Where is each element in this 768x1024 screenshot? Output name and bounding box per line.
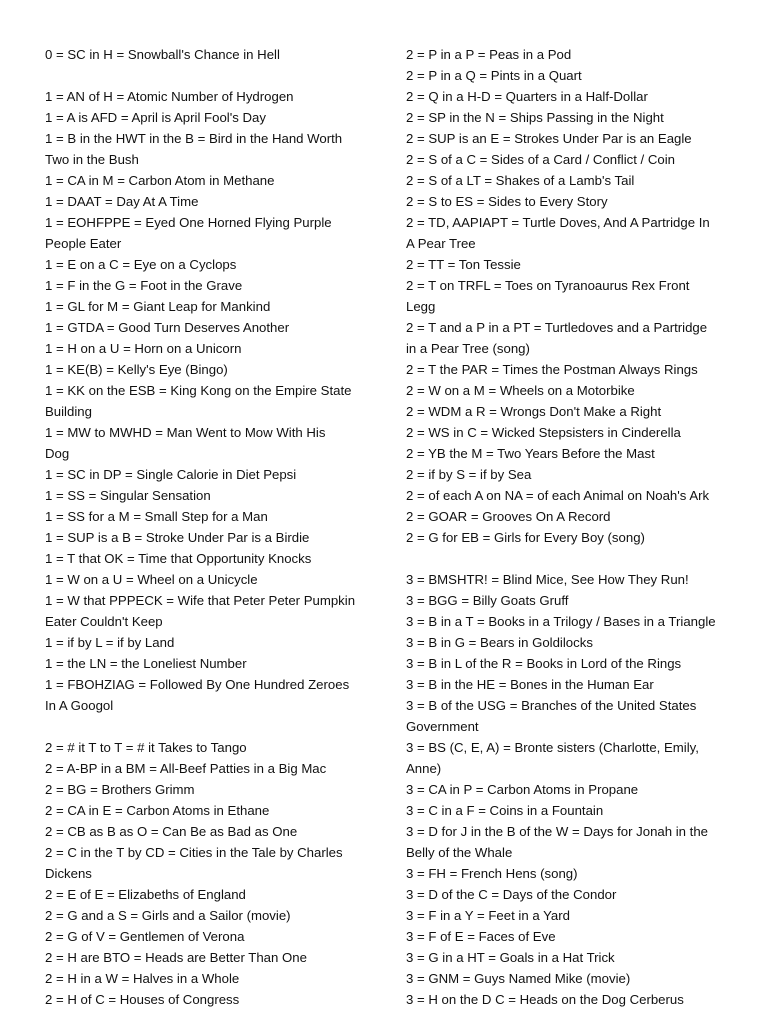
text-line: 1 = H on a U = Horn on a Unicorn [45,341,242,356]
text-line: Building [45,404,92,419]
text-line: Anne) [406,761,442,776]
text-line: 1 = T that OK = Time that Opportunity Knocks [45,551,312,566]
text-line: 2 = A-BP in a BM = All-Beef Patties in a Big Mac [45,761,327,776]
text-line: 3 = BGG = Billy Goats Gruff [406,593,569,608]
text-line: 1 = MW to MWHD = Man Went to Mow With His [45,425,326,440]
text-line: A Pear Tree [406,236,476,251]
text-line: 2 = GOAR = Grooves On A Record [406,509,611,524]
text-line: 1 = AN of H = Atomic Number of Hydrogen [45,89,294,104]
text-line: 2 = G of V = Gentlemen of Verona [45,929,245,944]
text-line: 2 = H in a W = Halves in a Whole [45,971,240,986]
text-line: 3 = G in a HT = Goals in a Hat Trick [406,950,615,965]
text-line: 3 = BS (C, E, A) = Bronte sisters (Charlotte, Emily, [406,740,699,755]
text-line: 3 = F in a Y = Feet in a Yard [406,908,570,923]
text-line: 2 = E of E = Elizabeths of England [45,887,246,902]
right-column [406,44,736,1010]
text-line: 1 = A is AFD = April is April Fool's Day [45,110,266,125]
text-line: 2 = BG = Brothers Grimm [45,782,195,797]
text-line: 1 = CA in M = Carbon Atom in Methane [45,173,275,188]
text-line: 1 = B in the HWT in the B = Bird in the Hand Worth [45,131,343,146]
text-line: 3 = D for J in the B of the W = Days for Jonah in the [406,824,708,839]
text-line: 1 = KK on the ESB = King Kong on the Empire State [45,383,352,398]
text-line: 1 = W on a U = Wheel on a Unicycle [45,572,258,587]
text-line: 2 = TT = Ton Tessie [406,257,521,272]
text-line: 1 = F in the G = Foot in the Grave [45,278,243,293]
text-line: 2 = WDM a R = Wrongs Don't Make a Right [406,404,662,419]
text-line: 3 = B of the USG = Branches of the United States [406,698,697,713]
text-line: 1 = the LN = the Loneliest Number [45,656,247,671]
text-line: Legg [406,299,436,314]
text-line: 1 = DAAT = Day At A Time [45,194,199,209]
text-line: 1 = GL for M = Giant Leap for Mankind [45,299,271,314]
text-line: 1 = SS for a M = Small Step for a Man [45,509,268,524]
text-line: 1 = KE(B) = Kelly's Eye (Bingo) [45,362,228,377]
text-line: 2 = C in the T by CD = Cities in the Tale by Charles [45,845,343,860]
text-line: 2 = S to ES = Sides to Every Story [406,194,608,209]
text-line: 1 = SS = Singular Sensation [45,488,211,503]
text-line: 3 = CA in P = Carbon Atoms in Propane [406,782,639,797]
text-line: 2 = if by S = if by Sea [406,467,532,482]
text-line: 2 = Q in a H-D = Quarters in a Half-Dollar [406,89,648,104]
text-line: 2 = of each A on NA = of each Animal on Noah's Ark [406,488,710,503]
text-line: 2 = P in a P = Peas in a Pod [406,47,572,62]
text-line: 2 = H are BTO = Heads are Better Than One [45,950,307,965]
text-line: 3 = C in a F = Coins in a Fountain [406,803,604,818]
text-line: People Eater [45,236,122,251]
text-line: 2 = # it T to T = # it Takes to Tango [45,740,247,755]
blank-line [45,65,365,86]
text-line: 2 = CB as B as O = Can Be as Bad as One [45,824,298,839]
text-line: 3 = B in G = Bears in Goldilocks [406,635,593,650]
text-line: 2 = S of a LT = Shakes of a Lamb's Tail [406,173,635,188]
text-line: 2 = P in a Q = Pints in a Quart [406,68,582,83]
text-line: Dickens [45,866,92,881]
text-line: 2 = SUP is an E = Strokes Under Par is an Eagle [406,131,692,146]
text-line: 2 = CA in E = Carbon Atoms in Ethane [45,803,270,818]
text-line: 3 = B in a T = Books in a Trilogy / Bases in a Triangle [406,614,716,629]
text-line: 2 = G and a S = Girls and a Sailor (movie) [45,908,291,923]
left-column [45,44,365,1010]
text-line: 2 = WS in C = Wicked Stepsisters in Cinderella [406,425,681,440]
text-line: 3 = H on the D C = Heads on the Dog Cerberus [406,992,684,1007]
text-line: Dog [45,446,70,461]
text-line: 2 = W on a M = Wheels on a Motorbike [406,383,635,398]
text-line: 2 = G for EB = Girls for Every Boy (song) [406,530,645,545]
text-line: 2 = YB the M = Two Years Before the Mast [406,446,655,461]
text-line: Eater Couldn't Keep [45,614,163,629]
text-line: 1 = EOHFPPE = Eyed One Horned Flying Purple [45,215,332,230]
text-line: 1 = E on a C = Eye on a Cyclops [45,257,237,272]
text-line: 2 = SP in the N = Ships Passing in the Night [406,110,664,125]
text-line: 3 = GNM = Guys Named Mike (movie) [406,971,631,986]
text-line: Belly of the Whale [406,845,513,860]
text-line: 1 = W that PPPECK = Wife that Peter Peter Pumpkin [45,593,356,608]
text-line: Two in the Bush [45,152,139,167]
text-line: in a Pear Tree (song) [406,341,530,356]
text-line: 2 = T the PAR = Times the Postman Always Rings [406,362,698,377]
text-line: 1 = GTDA = Good Turn Deserves Another [45,320,290,335]
text-line: Government [406,719,479,734]
text-line: 3 = BMSHTR! = Blind Mice, See How They Run! [406,572,689,587]
text-line: 0 = SC in H = Snowball's Chance in Hell [45,47,280,62]
text-line: 1 = if by L = if by Land [45,635,175,650]
text-line: 2 = H of C = Houses of Congress [45,992,240,1007]
text-line: 1 = SUP is a B = Stroke Under Par is a Birdie [45,530,310,545]
text-line: 1 = SC in DP = Single Calorie in Diet Pepsi [45,467,297,482]
text-line: 3 = B in L of the R = Books in Lord of the Rings [406,656,682,671]
text-line: 2 = T and a P in a PT = Turtledoves and a Partridge [406,320,708,335]
text-line: 2 = S of a C = Sides of a Card / Conflict / Coin [406,152,676,167]
blank-line [45,716,365,737]
text-line: 3 = F of E = Faces of Eve [406,929,556,944]
text-line: 3 = FH = French Hens (song) [406,866,578,881]
text-line: 3 = D of the C = Days of the Condor [406,887,617,902]
text-line: 1 = FBOHZIAG = Followed By One Hundred Zeroes [45,677,350,692]
text-line: 2 = TD, AAPIAPT = Turtle Doves, And A Partridge In [406,215,710,230]
text-line: In A Googol [45,698,114,713]
blank-line [406,548,736,569]
text-line: 2 = T on TRFL = Toes on Tyranoaurus Rex Front [406,278,690,293]
text-line: 3 = B in the HE = Bones in the Human Ear [406,677,654,692]
